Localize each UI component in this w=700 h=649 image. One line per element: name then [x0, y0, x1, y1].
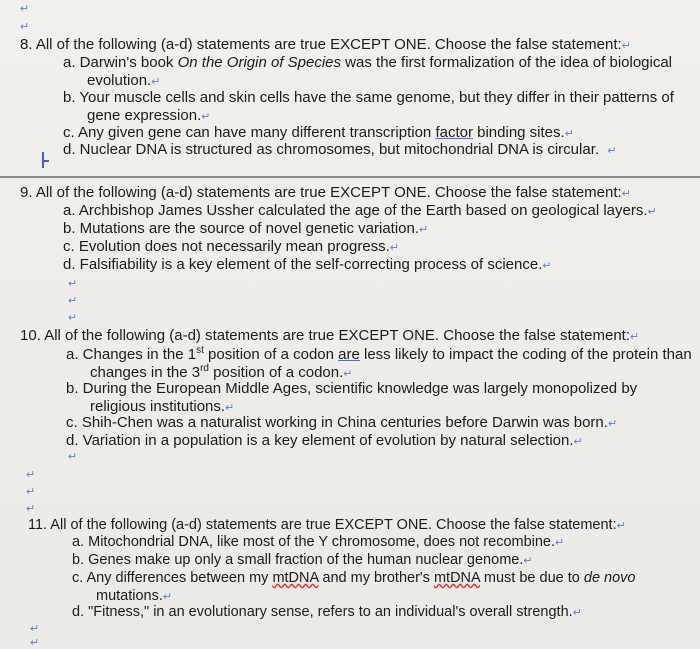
- paragraph-mark: ↵: [30, 637, 40, 649]
- question-8-stem[interactable]: 8. All of the following (a-d) statements are true EXCEPT ONE. Choose the false statement:↵: [20, 36, 631, 53]
- question-9-option-d[interactable]: d. Falsifiability is a key element of the self-correcting process of science.↵: [63, 256, 552, 273]
- question-10-option-a[interactable]: a. Changes in the 1st position of a codon are less likely to impact the coding of the protein than changes in the 3rd position of a codon.↵: [66, 345, 692, 381]
- question-8-option-b[interactable]: b. Your muscle cells and skin cells have the same genome, but they differ in their patterns of gene expression.↵: [63, 89, 674, 124]
- question-8-option-a[interactable]: a. Darwin's book On the Origin of Species was the first formalization of the idea of biological evolution.↵: [63, 54, 673, 89]
- question-10-option-b[interactable]: b. During the European Middle Ages, scientific knowledge was largely monopolized by religious institutions.↵: [66, 380, 638, 415]
- paragraph-mark: ↵: [30, 623, 40, 635]
- question-8-option-d[interactable]: d. Nuclear DNA is structured as chromosomes, but mitochondrial DNA is circular. ↵: [63, 141, 617, 158]
- question-8-option-c[interactable]: c. Any given gene can have many different transcription factor binding sites.↵: [63, 124, 574, 141]
- question-10-option-c[interactable]: c. Shih-Chen was a naturalist working in China centuries before Darwin was born.↵: [66, 414, 618, 431]
- text-cursor-icon: [42, 152, 44, 168]
- question-11-option-b[interactable]: b. Genes make up only a small fraction of the human nuclear genome.↵: [72, 552, 533, 568]
- question-10-stem[interactable]: 10. All of the following (a-d) statements are true EXCEPT ONE. Choose the false statement:↵: [20, 327, 640, 344]
- paragraph-mark: ↵: [68, 278, 78, 290]
- paragraph-mark: ↵: [26, 469, 36, 481]
- question-11-option-d[interactable]: d. "Fitness," in an evolutionary sense, refers to an individual's overall strength.↵: [72, 604, 582, 620]
- paragraph-mark: ↵: [20, 21, 30, 33]
- question-9-option-a[interactable]: a. Archbishop James Ussher calculated the age of the Earth based on geological layers.↵: [63, 202, 657, 219]
- paragraph-mark: ↵: [68, 451, 78, 463]
- paragraph-mark: ↵: [26, 486, 36, 498]
- question-10-option-d[interactable]: d. Variation in a population is a key element of evolution by natural selection.↵: [66, 432, 583, 449]
- question-9-stem[interactable]: 9. All of the following (a-d) statements are true EXCEPT ONE. Choose the false statement:↵: [20, 184, 631, 201]
- question-9-option-b[interactable]: b. Mutations are the source of novel genetic variation.↵: [63, 220, 429, 237]
- paragraph-mark: ↵: [26, 503, 36, 515]
- question-9-option-c[interactable]: c. Evolution does not necessarily mean progress.↵: [63, 238, 400, 255]
- page-divider: [0, 176, 700, 178]
- paragraph-mark: ↵: [68, 295, 78, 307]
- paragraph-mark: ↵: [20, 3, 30, 15]
- question-11-option-a[interactable]: a. Mitochondrial DNA, like most of the Y chromosome, does not recombine.↵: [72, 534, 565, 550]
- paragraph-mark: ↵: [68, 312, 78, 324]
- question-11-option-c[interactable]: c. Any differences between my mtDNA and my brother's mtDNA must be due to de novo mutations.↵: [72, 570, 636, 604]
- question-11-stem[interactable]: 11. All of the following (a-d) statements are true EXCEPT ONE. Choose the false statement:↵: [28, 517, 626, 533]
